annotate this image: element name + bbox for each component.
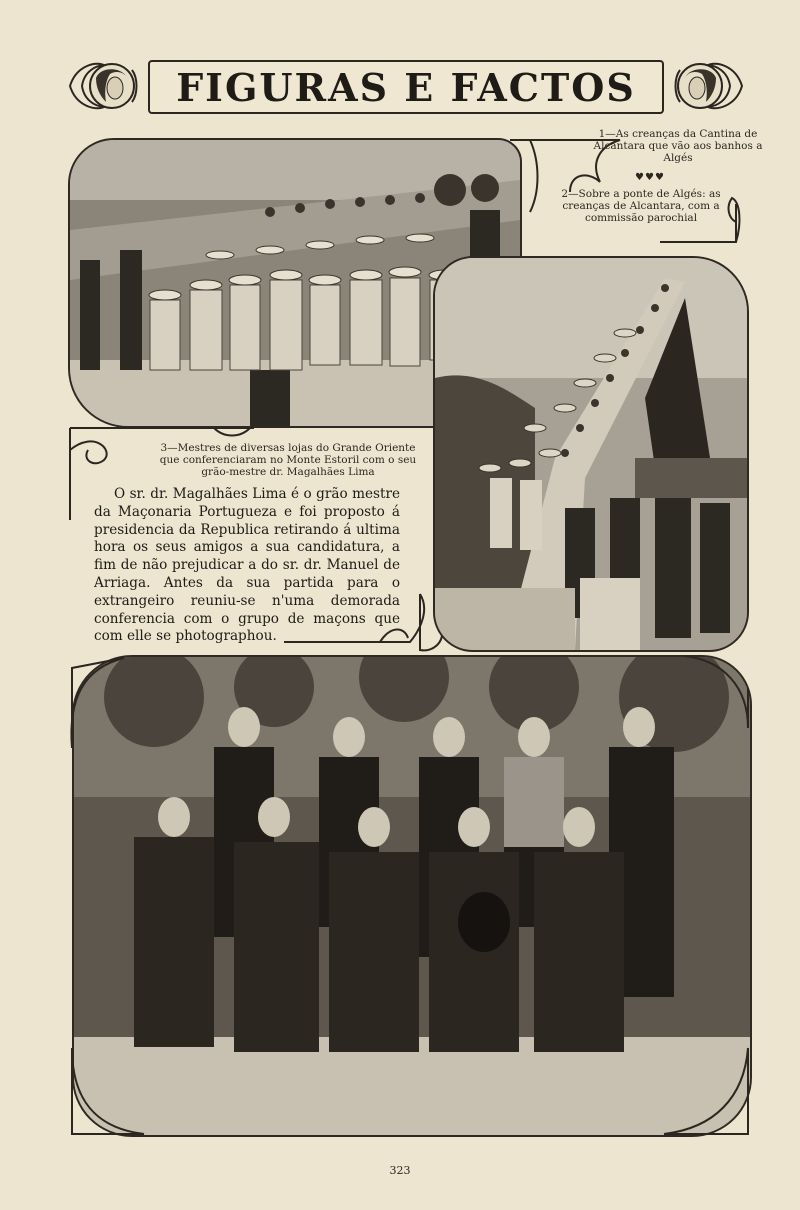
- masthead: [66, 54, 746, 118]
- caption-photo-1: 1—As creanças da Cantina de Alcantara que vão aos banhos a Algés: [593, 128, 763, 164]
- photo-bridge-alges: [433, 256, 749, 652]
- caption-separator: ♥♥♥: [635, 172, 665, 183]
- page-number: 323: [389, 1164, 411, 1177]
- title-banner: [148, 60, 664, 114]
- article-body: O sr. dr. Magalhães Lima é o grão mestre da Maçonaria Portugueza e foi proposto á presidencia da Republica retirando á ultima hora os seus amigos a sua candidatura, a fim de não prejudicar a do sr. dr. Manuel de Arriaga. Antes da sua partida para o extrangeiro reuniu-se n'uma demorada conferencia com o grupo de maçons que com elle se photographou.: [94, 486, 400, 645]
- photo-masons-group: [72, 655, 752, 1137]
- art-nouveau-medallion-left: [66, 56, 142, 116]
- caption-photo-3: 3—Mestres de diversas lojas do Grande Oriente que conferenciaram no Monte Estoril com o seu grão-mestre dr. Magalhães Lima: [159, 442, 417, 478]
- caption-photo-2: 2—Sobre a ponte de Algés: as creanças de Alcantara, com a commissão parochial: [561, 188, 721, 224]
- art-nouveau-medallion-right: [670, 56, 746, 116]
- page-title: FIGURAS E FACTOS: [176, 64, 636, 110]
